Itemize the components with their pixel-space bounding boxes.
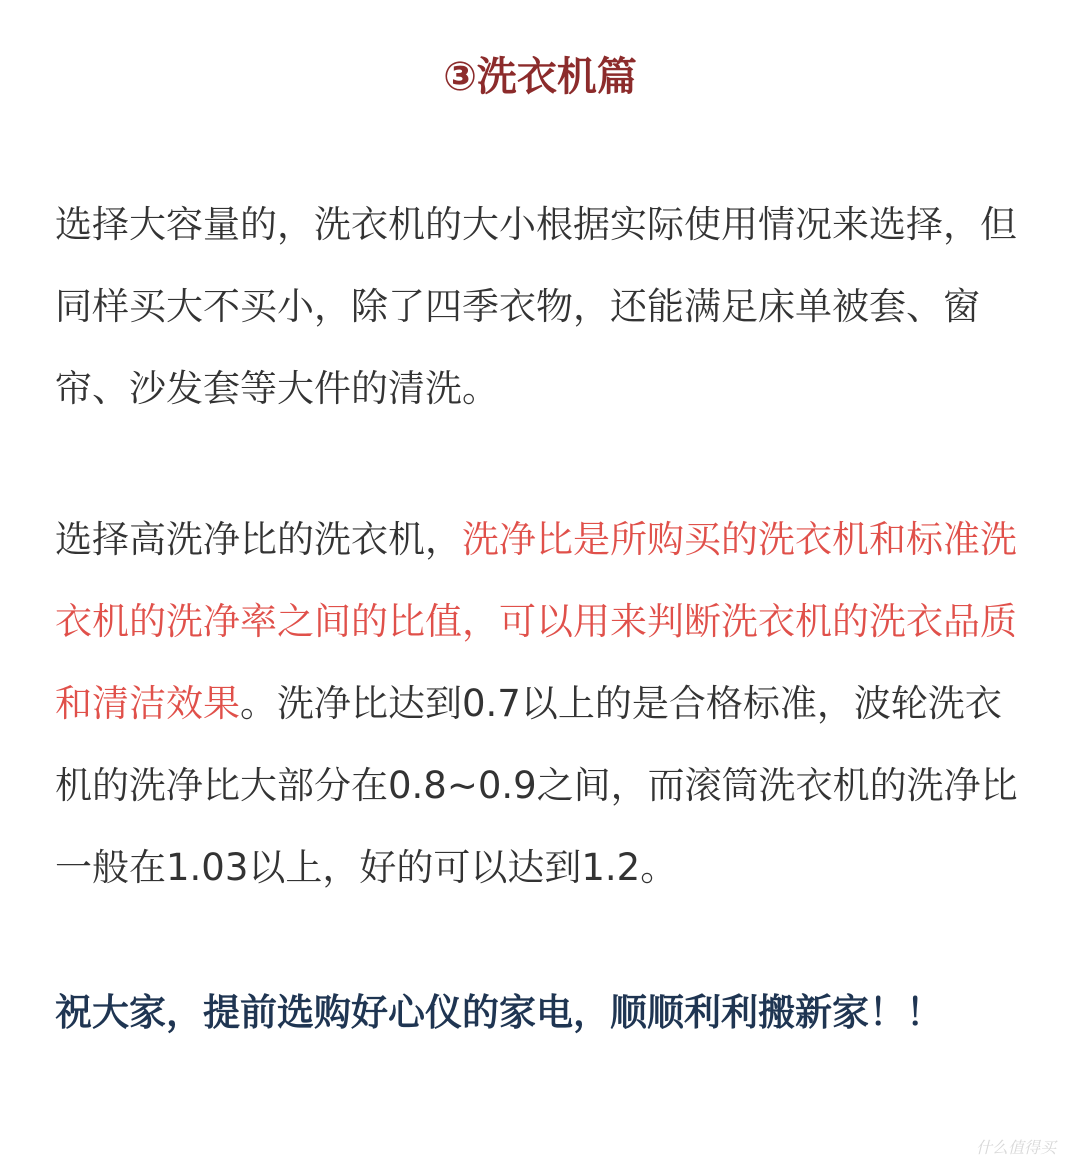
closing-wish: 祝大家，提前选购好心仪的家电，顺顺利利搬新家！！ [55,991,943,1034]
watermark: 什么值得买 [975,1138,1056,1157]
paragraph-lead-text: 选择高洗净比的洗衣机， [55,518,462,561]
paragraph-tail-text: 。洗净比达到0.7以上的是合格标准，波轮洗衣机的洗净比大部分在0.8~0.9之间，而滚筒洗衣机的洗净比一般在1.03以上，好的可以达到1.2。 [55,682,1018,889]
section-title: ③洗衣机篇 [443,54,637,100]
paragraph-capacity: 选择大容量的，洗衣机的大小根据实际使用情况来选择，但同样买大不买小，除了四季衣物，还能满足床单被套、窗帘、沙发套等大件的清洗。 [55,203,1017,410]
highlighted-definition: 洗净比是所购买的洗衣机和标准洗衣机的洗净率之间的比值，可以用来判断洗衣机的洗衣品质和清洁效果 [55,518,1017,725]
paragraph-wash-ratio [55,499,1025,909]
